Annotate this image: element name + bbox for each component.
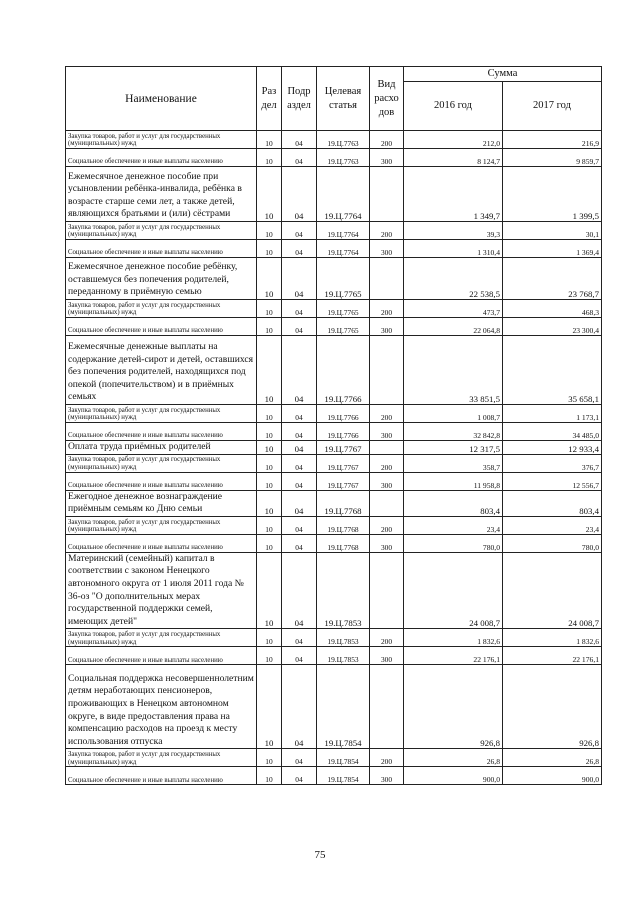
row-name: Закупка товаров, работ и услуг для государственных (муниципальных) нужд [66,516,257,534]
row-razdel: 10 [257,336,282,405]
row-podrazdel: 04 [282,258,317,300]
row-name: Закупка товаров, работ и услуг для государственных (муниципальных) нужд [66,131,257,149]
row-razdel: 10 [257,534,282,552]
row-celevaya-statya: 19.Ц.7768 [317,490,370,516]
row-vid-rashodov: 300 [370,318,404,336]
table-row [66,441,602,455]
row-vid-rashodov: 200 [370,405,404,423]
row-podrazdel: 04 [282,472,317,490]
row-name: Социальное обеспечение и иные выплаты населению [66,647,257,665]
row-celevaya-statya: 19.Ц.7765 [317,318,370,336]
row-celevaya-statya: 19.Ц.7854 [317,767,370,785]
row-vid-rashodov: 300 [370,534,404,552]
row-amount-2017: 1 399,5 [503,167,602,222]
row-podrazdel: 04 [282,647,317,665]
page-number: 75 [314,849,326,861]
row-amount-2016: 803,4 [404,490,503,516]
row-podrazdel: 04 [282,405,317,423]
row-celevaya-statya: 19.Ц.7766 [317,405,370,423]
budget-table [65,66,602,785]
row-podrazdel: 04 [282,222,317,240]
row-vid-rashodov [370,552,404,629]
row-name: Социальное обеспечение и иные выплаты населению [66,472,257,490]
row-amount-2016: 33 851,5 [404,336,503,405]
row-name: Ежемесячное денежное пособие при усыновлении ребёнка-инвалида, ребёнка в возрасте старше семи лет, а также детей, являющихся братьями и (или) сёстрами [66,167,257,222]
row-amount-2016: 11 958,8 [404,472,503,490]
row-celevaya-statya: 19.Ц.7765 [317,258,370,300]
row-amount-2016: 39,3 [404,222,503,240]
row-amount-2017: 22 176,1 [503,647,602,665]
row-name: Ежемесячные денежные выплаты на содержание детей-сирот и детей, оставшихся без попечения родителей, находящихся под опекой (попечительством) и в приёмных семьях [66,336,257,405]
row-celevaya-statya: 19.Ц.7766 [317,336,370,405]
table-row [66,167,602,222]
header-2017: 2017 год [503,82,602,131]
header-vid-rashodov: Вид расхо дов [370,67,404,131]
row-name: Социальное обеспечение и иные выплаты населению [66,149,257,167]
row-celevaya-statya: 19.Ц.7763 [317,149,370,167]
row-vid-rashodov: 200 [370,222,404,240]
row-razdel: 10 [257,167,282,222]
row-name: Закупка товаров, работ и услуг для государственных (муниципальных) нужд [66,629,257,647]
row-amount-2016: 780,0 [404,534,503,552]
row-amount-2017: 216,9 [503,131,602,149]
row-amount-2017: 1 369,4 [503,240,602,258]
row-celevaya-statya: 19.Ц.7764 [317,240,370,258]
row-podrazdel: 04 [282,552,317,629]
row-amount-2016: 358,7 [404,454,503,472]
row-podrazdel: 04 [282,767,317,785]
row-razdel: 10 [257,472,282,490]
row-vid-rashodov: 300 [370,472,404,490]
row-amount-2016: 1 008,7 [404,405,503,423]
row-vid-rashodov [370,258,404,300]
row-amount-2016: 1 832,6 [404,629,503,647]
row-celevaya-statya: 19.Ц.7853 [317,647,370,665]
row-amount-2017: 35 658,1 [503,336,602,405]
row-name: Социальное обеспечение и иные выплаты населению [66,767,257,785]
row-amount-2016: 1 310,4 [404,240,503,258]
row-razdel: 10 [257,647,282,665]
row-name: Ежемесячное денежное пособие ребёнку, оставшемуся без попечения родителей, переданному в приёмную семью [66,258,257,300]
row-name: Закупка товаров, работ и услуг для государственных (муниципальных) нужд [66,405,257,423]
table-row [66,131,602,149]
row-vid-rashodov: 200 [370,454,404,472]
table-row [66,767,602,785]
row-celevaya-statya: 19.Ц.7765 [317,300,370,318]
table-header [66,67,602,131]
row-vid-rashodov: 200 [370,516,404,534]
row-podrazdel: 04 [282,240,317,258]
row-celevaya-statya: 19.Ц.7767 [317,472,370,490]
row-name: Социальное обеспечение и иные выплаты населению [66,318,257,336]
table-row [66,423,602,441]
row-vid-rashodov [370,167,404,222]
row-podrazdel: 04 [282,300,317,318]
row-celevaya-statya: 19.Ц.7763 [317,131,370,149]
row-amount-2016: 473,7 [404,300,503,318]
row-amount-2016: 23,4 [404,516,503,534]
row-vid-rashodov: 300 [370,767,404,785]
table-row [66,647,602,665]
table-body [66,131,602,785]
row-amount-2016: 8 124,7 [404,149,503,167]
row-vid-rashodov: 300 [370,240,404,258]
table-row [66,318,602,336]
row-razdel: 10 [257,629,282,647]
row-razdel: 10 [257,490,282,516]
row-amount-2017: 1 173,1 [503,405,602,423]
row-podrazdel: 04 [282,534,317,552]
row-podrazdel: 04 [282,423,317,441]
row-razdel: 10 [257,423,282,441]
row-vid-rashodov: 200 [370,749,404,767]
row-amount-2016: 32 842,8 [404,423,503,441]
row-amount-2017: 23 768,7 [503,258,602,300]
row-vid-rashodov [370,490,404,516]
table-row [66,300,602,318]
row-podrazdel: 04 [282,167,317,222]
row-amount-2017: 34 485,0 [503,423,602,441]
row-amount-2016: 26,8 [404,749,503,767]
row-razdel: 10 [257,240,282,258]
header-celevaya-statya: Целевая статья [317,67,370,131]
row-podrazdel: 04 [282,441,317,455]
row-celevaya-statya: 19.Ц.7766 [317,423,370,441]
row-vid-rashodov [370,336,404,405]
row-razdel: 10 [257,441,282,455]
row-celevaya-statya: 19.Ц.7854 [317,665,370,749]
row-podrazdel: 04 [282,749,317,767]
row-name: Ежегодное денежное вознаграждение приёмным семьям ко Дню семьи [66,490,257,516]
row-amount-2016: 24 008,7 [404,552,503,629]
row-name: Закупка товаров, работ и услуг для государственных (муниципальных) нужд [66,300,257,318]
row-razdel: 10 [257,454,282,472]
row-name: Оплата труда приёмных родителей [66,441,257,455]
row-amount-2017: 9 859,7 [503,149,602,167]
row-celevaya-statya: 19.Ц.7854 [317,749,370,767]
row-razdel: 10 [257,300,282,318]
row-razdel: 10 [257,767,282,785]
row-amount-2017: 12 556,7 [503,472,602,490]
row-vid-rashodov [370,665,404,749]
row-vid-rashodov: 300 [370,423,404,441]
row-podrazdel: 04 [282,516,317,534]
table-row [66,534,602,552]
header-razdel: Раз дел [257,67,282,131]
row-amount-2017: 12 933,4 [503,441,602,455]
row-vid-rashodov: 200 [370,131,404,149]
row-amount-2017: 23 300,4 [503,318,602,336]
table-row [66,665,602,749]
row-amount-2017: 1 832,6 [503,629,602,647]
row-vid-rashodov: 300 [370,647,404,665]
row-razdel: 10 [257,516,282,534]
table-row [66,490,602,516]
row-amount-2017: 23,4 [503,516,602,534]
row-vid-rashodov: 300 [370,149,404,167]
row-celevaya-statya: 19.Ц.7853 [317,629,370,647]
row-amount-2016: 22 176,1 [404,647,503,665]
row-name: Социальное обеспечение и иные выплаты населению [66,423,257,441]
header-name: Наименование [66,67,257,131]
table-row [66,222,602,240]
header-podrazdel: Подр аздел [282,67,317,131]
row-amount-2016: 1 349,7 [404,167,503,222]
table-row [66,240,602,258]
table-row [66,552,602,629]
row-podrazdel: 04 [282,149,317,167]
row-amount-2016: 22 538,5 [404,258,503,300]
table-row [66,149,602,167]
table-row [66,258,602,300]
row-amount-2016: 926,8 [404,665,503,749]
row-name: Закупка товаров, работ и услуг для государственных (муниципальных) нужд [66,749,257,767]
row-razdel: 10 [257,749,282,767]
row-amount-2016: 22 064,8 [404,318,503,336]
table-row [66,405,602,423]
row-podrazdel: 04 [282,629,317,647]
row-name: Социальная поддержка несовершеннолетним детям неработающих пенсионеров, проживающих в Ненецком автономном округе, в виде предоставления права на компенсацию расходов на проезд к месту использования отпуска [66,665,257,749]
table-row [66,629,602,647]
row-celevaya-statya: 19.Ц.7768 [317,516,370,534]
row-name: Социальное обеспечение и иные выплаты населению [66,240,257,258]
row-amount-2016: 12 317,5 [404,441,503,455]
row-vid-rashodov: 200 [370,300,404,318]
row-razdel: 10 [257,552,282,629]
header-2016: 2016 год [404,82,503,131]
row-celevaya-statya: 19.Ц.7767 [317,441,370,455]
row-amount-2017: 376,7 [503,454,602,472]
row-podrazdel: 04 [282,131,317,149]
row-amount-2017: 468,3 [503,300,602,318]
row-razdel: 10 [257,665,282,749]
table-row [66,336,602,405]
table-row [66,472,602,490]
row-razdel: 10 [257,258,282,300]
row-amount-2017: 780,0 [503,534,602,552]
row-name: Закупка товаров, работ и услуг для государственных (муниципальных) нужд [66,222,257,240]
row-razdel: 10 [257,131,282,149]
row-amount-2017: 900,0 [503,767,602,785]
row-vid-rashodov: 200 [370,629,404,647]
table-row [66,749,602,767]
row-amount-2016: 900,0 [404,767,503,785]
row-celevaya-statya: 19.Ц.7853 [317,552,370,629]
row-celevaya-statya: 19.Ц.7764 [317,167,370,222]
row-razdel: 10 [257,405,282,423]
row-podrazdel: 04 [282,336,317,405]
table-row [66,516,602,534]
row-name: Материнский (семейный) капитал в соответствии с законом Ненецкого автономного округа от 1 июля 2011 года № 36-оз "О дополнительных мерах государственной поддержки семей, имеющих детей" [66,552,257,629]
row-podrazdel: 04 [282,454,317,472]
row-amount-2017: 926,8 [503,665,602,749]
row-razdel: 10 [257,222,282,240]
row-name: Закупка товаров, работ и услуг для государственных (муниципальных) нужд [66,454,257,472]
row-razdel: 10 [257,149,282,167]
table-row [66,454,602,472]
row-amount-2017: 803,4 [503,490,602,516]
row-celevaya-statya: 19.Ц.7768 [317,534,370,552]
row-amount-2017: 24 008,7 [503,552,602,629]
row-celevaya-statya: 19.Ц.7767 [317,454,370,472]
row-name: Социальное обеспечение и иные выплаты населению [66,534,257,552]
row-razdel: 10 [257,318,282,336]
row-podrazdel: 04 [282,490,317,516]
header-summa: Сумма [404,67,602,82]
row-vid-rashodov [370,441,404,455]
row-celevaya-statya: 19.Ц.7764 [317,222,370,240]
row-podrazdel: 04 [282,318,317,336]
row-amount-2016: 212,0 [404,131,503,149]
row-amount-2017: 30,1 [503,222,602,240]
row-amount-2017: 26,8 [503,749,602,767]
row-podrazdel: 04 [282,665,317,749]
